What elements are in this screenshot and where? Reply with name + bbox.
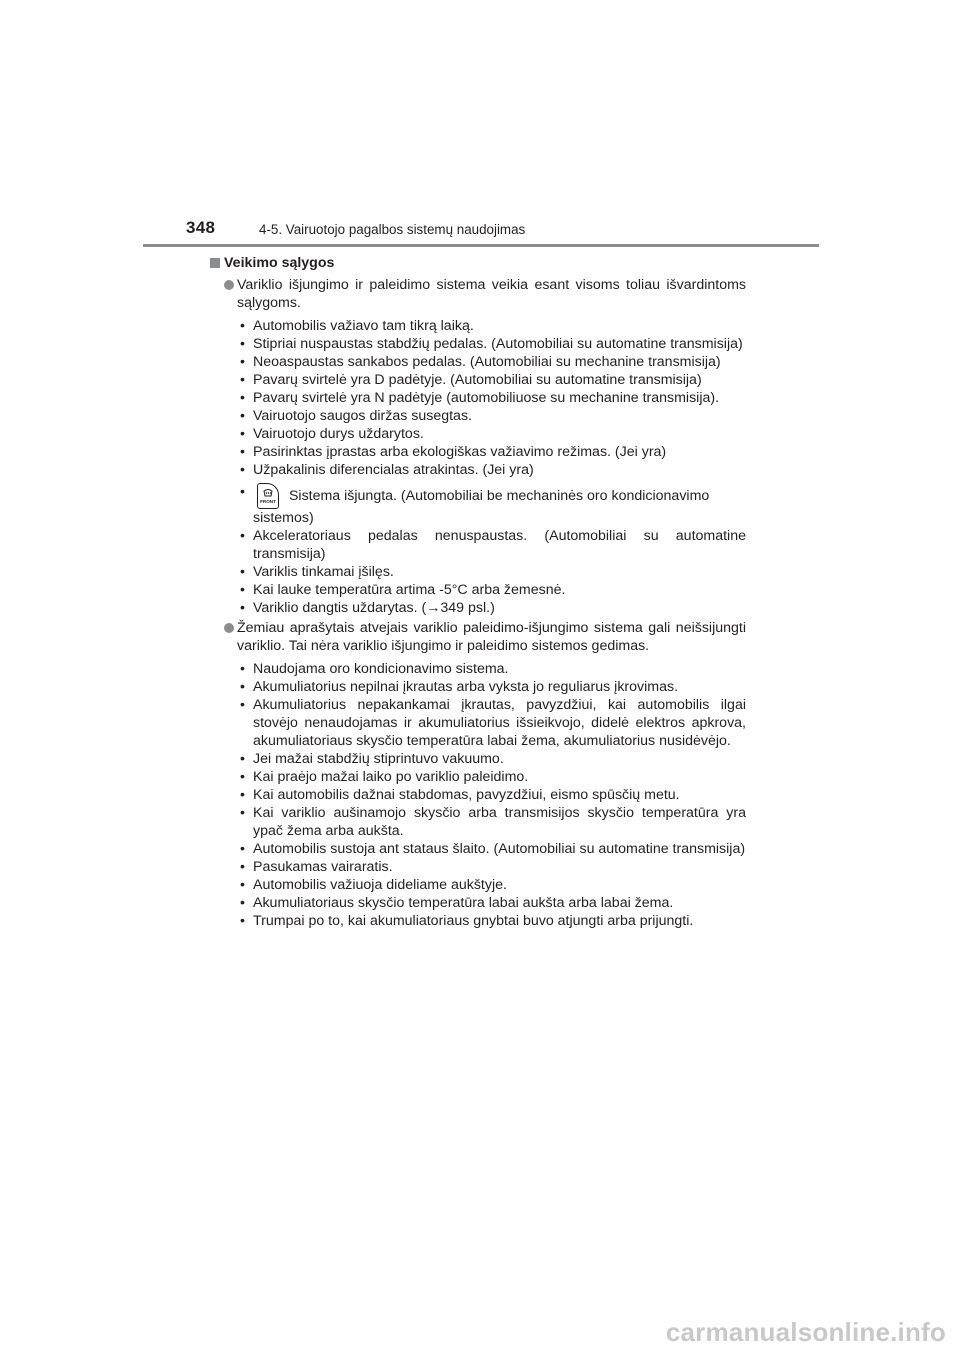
exceptions-text: Žemiau aprašytais atvejais variklio paleidimo-išjungimo sistema gali neišsijungti variklio. Tai nėra variklio išjungimo ir paleidimo sistemos gedimas. bbox=[237, 620, 746, 654]
list-item: • Neoaspaustas sankabos pedalas. (Automobiliai su mechanine transmisija) bbox=[237, 353, 746, 371]
circle-bullet-icon bbox=[224, 623, 234, 633]
list-item: • Variklis tinkamai įšilęs. bbox=[237, 563, 746, 581]
list-item: • Vairuotojo durys uždarytos. bbox=[237, 425, 746, 443]
list-item: • Stipriai nuspaustas stabdžių pedalas. (Automobiliai su automatine transmisija) bbox=[237, 335, 746, 353]
square-bullet-icon bbox=[210, 258, 220, 268]
icon-list-item-text-continued: sistemos) bbox=[253, 510, 314, 526]
header-divider bbox=[143, 244, 819, 247]
list-item: • Kai lauke temperatūra artima -5°C arba žemesnė. bbox=[237, 581, 746, 599]
list-item: • Kai praėjo mažai laiko po variklio paleidimo. bbox=[237, 768, 746, 786]
list-item: • Pasukamas vairaratis. bbox=[237, 858, 746, 876]
list-item: • Užpakalinis diferencialas atrakintas. (Jei yra) bbox=[237, 461, 746, 479]
section-heading-text: Veikimo sąlygos bbox=[224, 255, 335, 271]
list-item: • Kai automobilis dažnai stabdomas, pavyzdžiui, eismo spūsčių metu. bbox=[237, 786, 746, 804]
page-content bbox=[210, 253, 746, 930]
list-item: • Naudojama oro kondicionavimo sistema. bbox=[237, 660, 746, 678]
list-item: • Akumuliatorius nepakankamai įkrautas, pavyzdžiui, kai automobilis ilgai stovėjo nenaudojamas ir akumuliatorius išsieikvojo, didelė elektros apkrova, akumuliatoriaus skysčio temperatūra labai žema, akumuliatorius nusidėvėjo. bbox=[237, 696, 746, 750]
page-number: 348 bbox=[186, 218, 216, 237]
list-item: • Automobilis sustoja ant stataus šlaito. (Automobiliai su automatine transmisija) bbox=[237, 840, 746, 858]
list-item: • Jei mažai stabdžių stiprintuvo vakuumo. bbox=[237, 750, 746, 768]
icon-list-item-text: Sistema išjungta. (Automobiliai be mechaninės oro kondicionavimo bbox=[288, 488, 710, 504]
list-item: • Trumpai po to, kai akumuliatoriaus gnybtai buvo atjungti arba prijungti. bbox=[237, 912, 746, 930]
list-item: • Akumuliatorius nepilnai įkrautas arba vyksta jo reguliarus įkrovimas. bbox=[237, 678, 746, 696]
list-item: • Akumuliatoriaus skysčio temperatūra labai aukšta arba labai žema. bbox=[237, 894, 746, 912]
front-icon-label: • FRONT bbox=[260, 499, 276, 504]
chapter-title: 4-5. Vairuotojo pagalbos sistemų naudojimas bbox=[259, 222, 526, 237]
list-item: • Vairuotojo saugos diržas susegtas. bbox=[237, 407, 746, 425]
watermark: carmanualsonline.info bbox=[665, 1317, 946, 1347]
list-item: • Pavarų svirtelė yra N padėtyje (automobiliuose su mechanine transmisija). bbox=[237, 389, 746, 407]
list-item: • Pavarų svirtelė yra D padėtyje. (Automobiliai su automatine transmisija) bbox=[237, 371, 746, 389]
icon-list-item bbox=[237, 483, 746, 527]
operating-conditions-text: Variklio išjungimo ir paleidimo sistema veikia esant visoms toliau išvardintoms sąlygoms. bbox=[237, 277, 746, 311]
exceptions-item bbox=[210, 619, 746, 655]
exceptions-list bbox=[210, 660, 746, 930]
section-heading bbox=[210, 254, 746, 272]
list-item: • Automobilis važiavo tam tikrą laiką. bbox=[237, 317, 746, 335]
list-item: • Variklio dangtis uždarytas. (→349 psl.) bbox=[237, 599, 746, 617]
list-item: • Kai variklio aušinamojo skysčio arba transmisijos skysčio temperatūra yra ypač žema arba aukšta. bbox=[237, 804, 746, 840]
conditions-list bbox=[210, 317, 746, 617]
list-item: • Akceleratoriaus pedalas nenuspaustas. (Automobiliai su automatine transmisija) bbox=[237, 527, 746, 563]
list-item: • Automobilis važiuoja dideliame aukštyje. bbox=[237, 876, 746, 894]
circle-bullet-icon bbox=[224, 280, 234, 290]
operating-conditions-item bbox=[210, 276, 746, 312]
list-item: • Pasirinktas įprastas arba ekologiškas važiavimo režimas. (Jei yra) bbox=[237, 443, 746, 461]
front-defroster-icon bbox=[257, 483, 279, 509]
